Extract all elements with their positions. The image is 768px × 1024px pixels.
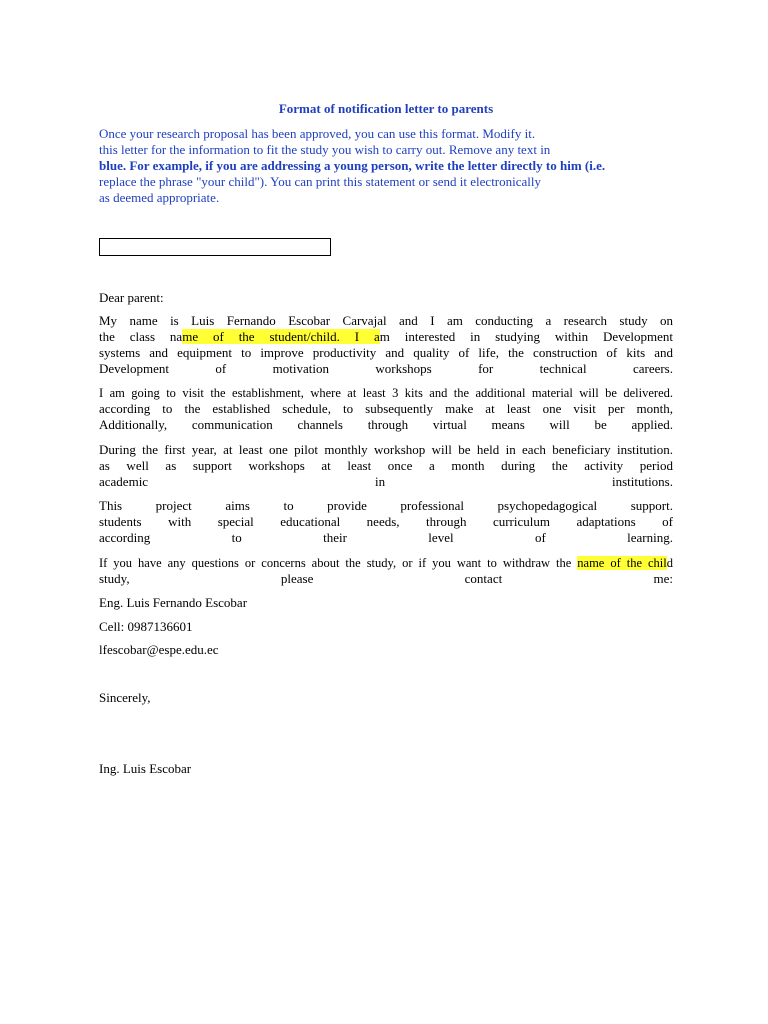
paragraph-line: I am going to visit the establishment, where at least 3 kits and the additional material will be delivered.	[99, 386, 673, 400]
contact-name: Eng. Luis Fernando Escobar	[99, 595, 248, 610]
placeholder-highlight: name of the chil	[577, 556, 667, 570]
paragraph-line: My name is Luis Fernando Escobar Carvajal and I am conducting a research study on	[99, 313, 673, 328]
instruction-line: blue. For example, if you are addressing a young person, write the letter directly to him (i.e.	[99, 158, 606, 173]
paragraph-line: If you have any questions or concerns about the study, or if you want to withdraw the name of the child	[99, 556, 673, 570]
paragraph-line: Development of motivation workshops for technical careers.	[99, 361, 673, 376]
signature: Ing. Luis Escobar	[99, 761, 192, 776]
closing: Sincerely,	[99, 690, 151, 705]
instruction-line: replace the phrase "your child"). You can print this statement or send it electronically	[99, 174, 542, 189]
greeting: Dear parent:	[99, 290, 164, 305]
paragraph-line: Additionally, communication channels through virtual means will be applied.	[99, 417, 673, 432]
paragraph-line: study, please contact me:	[99, 571, 673, 586]
paragraph-line: academic in institutions.	[99, 474, 673, 489]
paragraph-line: students with special educational needs, through curriculum adaptations of	[99, 514, 673, 529]
date-field-box	[99, 238, 331, 256]
placeholder-highlight: me of the student/child. I a	[182, 329, 380, 344]
paragraph-introduction	[99, 313, 673, 377]
paragraph-visits	[99, 385, 673, 433]
paragraph-line: systems and equipment to improve productivity and quality of life, the construction of kits and	[99, 345, 673, 360]
instruction-line: this letter for the information to fit the study you wish to carry out. Remove any text in	[99, 142, 551, 157]
paragraph-line: as well as support workshops at least once a month during the activity period	[99, 458, 673, 473]
contact-email: lfescobar@espe.edu.ec	[99, 642, 219, 657]
paragraph-line: according to the established schedule, to subsequently make at least one visit per month,	[99, 401, 673, 416]
paragraph-line: according to their level of learning.	[99, 530, 673, 545]
instruction-line: as deemed appropriate.	[99, 190, 220, 205]
instructions-block	[99, 126, 673, 206]
paragraph-line: the class name of the student/child. I am interested in studying within Development	[99, 329, 673, 344]
instruction-line: Once your research proposal has been approved, you can use this format. Modify it.	[99, 126, 536, 141]
contact-cell: Cell: 0987136601	[99, 619, 193, 634]
paragraph-workshops	[99, 442, 673, 490]
paragraph-contact-request	[99, 555, 673, 587]
paragraph-project-aim	[99, 498, 673, 546]
paragraph-line: During the first year, at least one pilot monthly workshop will be held in each beneficiary institution.	[99, 442, 673, 457]
paragraph-line: This project aims to provide professional psychopedagogical support.	[99, 498, 673, 513]
document-title: Format of notification letter to parents	[278, 101, 494, 116]
